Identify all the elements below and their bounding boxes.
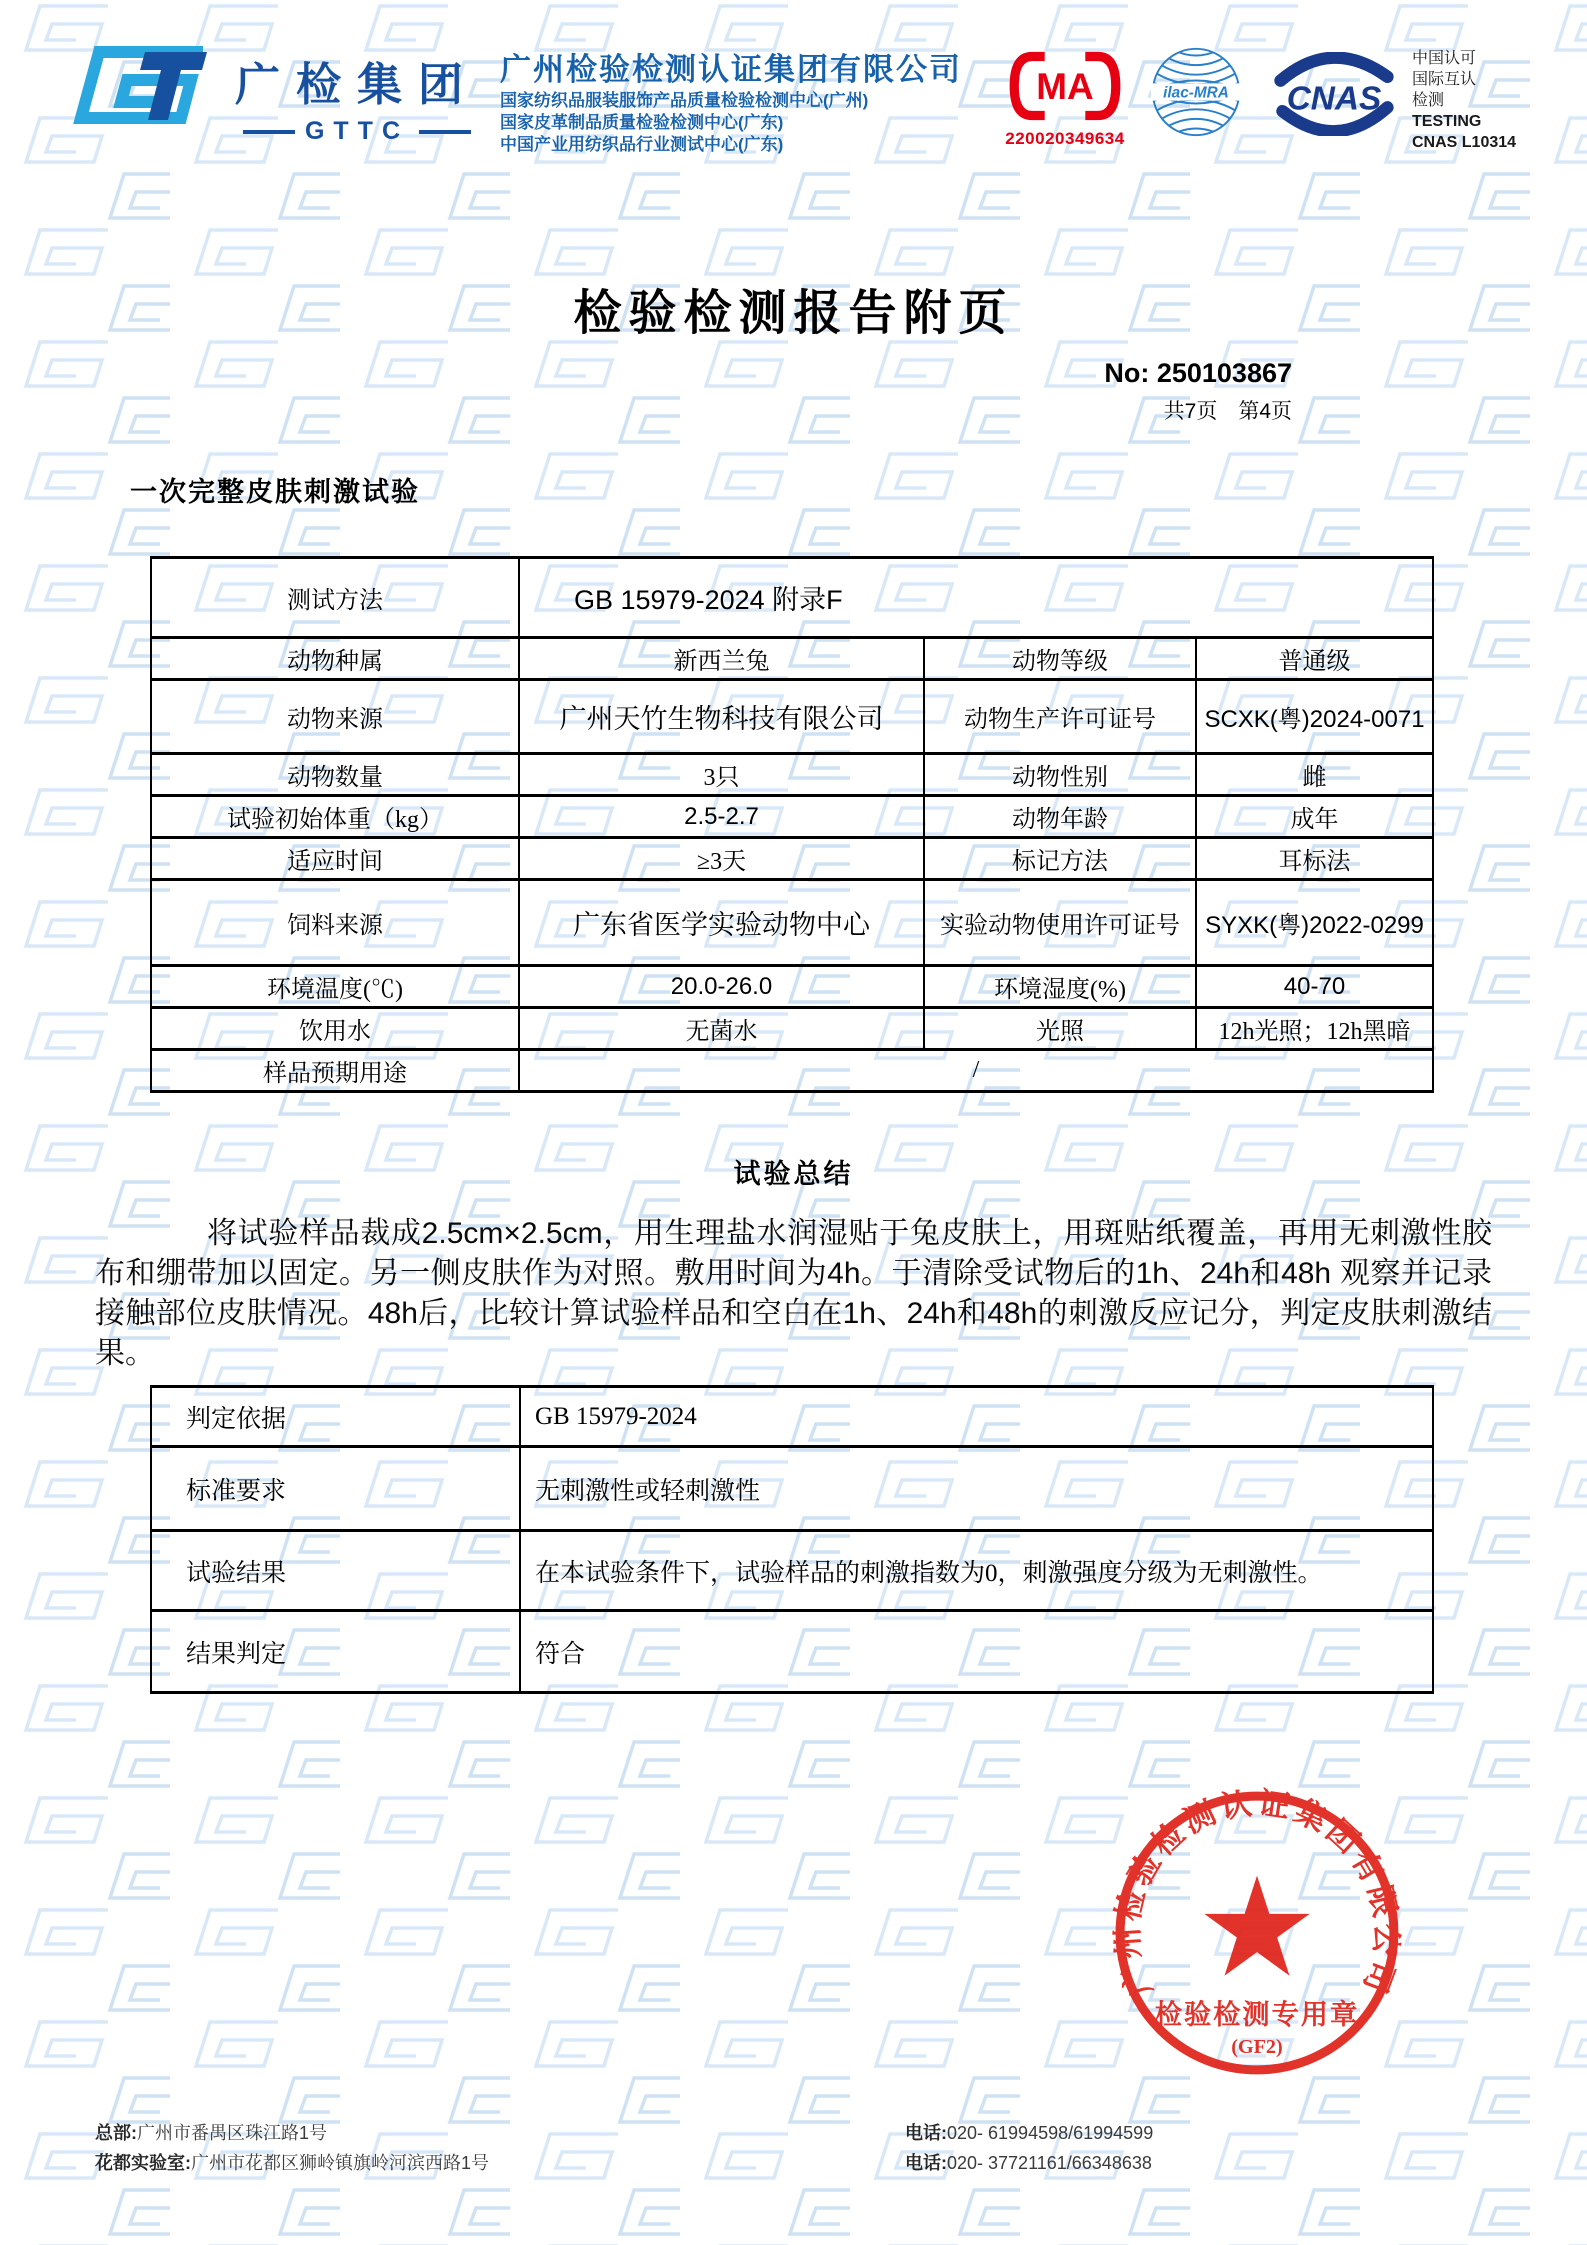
table-row (151, 1611, 1433, 1693)
cma-icon (1003, 50, 1127, 122)
footer-row (95, 2148, 1495, 2178)
t1-label: 标记方法 (924, 838, 1196, 880)
accreditation-line: CNAS L10314 (1412, 134, 1517, 151)
page-title: 检验检测报告附页 (573, 287, 1014, 340)
t1-value: 20.0-26.0 (519, 966, 924, 1008)
t1-label: 动物种属 (151, 638, 519, 680)
table-row (151, 638, 1433, 680)
t1-label: 环境温度(℃) (151, 966, 519, 1008)
table-row (151, 1050, 1433, 1092)
t1-value: 广东省医学实验动物中心 (519, 880, 924, 966)
t1-value: 3只 (519, 754, 924, 796)
abbr-dash-left (243, 130, 295, 134)
t1-value: SCXK(粤)2024-0071 (1196, 680, 1433, 754)
cnas-icon (1268, 52, 1400, 136)
summary-heading: 试验总结 (733, 1159, 854, 1189)
t1-value: 2.5-2.7 (519, 796, 924, 838)
footer-phone (905, 2118, 1153, 2148)
accreditation-line: TESTING (1412, 113, 1482, 130)
t1-label: 实验动物使用许可证号 (924, 880, 1196, 966)
t1-value: 12h光照；12h黑暗 (1196, 1008, 1433, 1050)
t1-value: 40-70 (1196, 966, 1433, 1008)
table-row (151, 1008, 1433, 1050)
t2-value: 在本试验条件下，试验样品的刺激指数为0，刺激强度分级为无刺激性。 (520, 1531, 1433, 1611)
company-subline: 中国产业用纺织品行业测试中心(广东) (500, 135, 784, 154)
t1-value: 新西兰兔 (519, 638, 924, 680)
seal-star-icon (1204, 1876, 1309, 1976)
ilac-label: ilac-MRA (1163, 84, 1229, 102)
cma-letters: MA (1036, 65, 1094, 107)
footer-phone-label: 电话: (905, 2123, 947, 2143)
seal-code: (GF2) (1231, 2035, 1283, 2058)
t1-label: 测试方法 (151, 558, 519, 638)
t1-label: 动物数量 (151, 754, 519, 796)
table-row (151, 680, 1433, 754)
company-subline: 国家皮革制品质量检验检测中心(广东) (500, 113, 784, 132)
summary-paragraph: 将试验样品裁成2.5cm×2.5cm，用生理盐水润湿贴于兔皮肤上，用斑贴纸覆盖，再用无刺激性胶布和绷带加以固定。另一侧皮肤作为对照。敷用时间为4h。于清除受试物后的1h、24h和48h 观察并记录接触部位皮肤情况。48h后，比较计算试验样品和空白在1h、24h和48h的刺激反应记分，判定皮肤刺激结果。 (95, 1217, 1492, 1370)
report-header (0, 0, 1587, 160)
cma-mark (1000, 50, 1130, 149)
page-count: 共7页 第4页 (1163, 400, 1292, 423)
footer-address-value: 广州市花都区狮岭镇旗岭河滨西路1号 (191, 2153, 490, 2173)
table-row (151, 754, 1433, 796)
t2-label: 试验结果 (151, 1531, 520, 1611)
accreditation-line: 中国认可 (1412, 50, 1477, 67)
seal-caption: 检验检测专用章 (1154, 1999, 1360, 2030)
org-abbr-row (222, 117, 492, 146)
t1-label: 动物性别 (924, 754, 1196, 796)
t1-value: 普通级 (1196, 638, 1433, 680)
t1-label: 环境湿度(%) (924, 966, 1196, 1008)
table-row (151, 796, 1433, 838)
t1-label: 适应时间 (151, 838, 519, 880)
footer-address-value: 广州市番禺区珠江路1号 (137, 2123, 328, 2143)
table-row (151, 838, 1433, 880)
accreditation-line: 国际互认 (1412, 71, 1477, 88)
table-row (151, 558, 1433, 638)
company-subline: 国家纺织品服装服饰产品质量检验检测中心(广州) (500, 91, 869, 110)
cma-number: 220020349634 (1005, 129, 1125, 148)
footer-phone (905, 2148, 1152, 2178)
t1-label: 饲料来源 (151, 880, 519, 966)
t1-value: 雌 (1196, 754, 1433, 796)
company-seal (1106, 1782, 1408, 2084)
footer-phone-value: 020- 37721161/66348638 (947, 2153, 1152, 2173)
org-abbr: GTTC (304, 117, 410, 145)
report-number-block (1104, 358, 1292, 425)
company-block (500, 44, 970, 155)
t1-label: 光照 (924, 1008, 1196, 1050)
t1-value: 广州天竹生物科技有限公司 (519, 680, 924, 754)
accreditation-line: 检测 (1412, 92, 1445, 109)
table-row (151, 966, 1433, 1008)
t1-label: 动物等级 (924, 638, 1196, 680)
footer-address (95, 2148, 905, 2178)
t1-value: ≥3天 (519, 838, 924, 880)
t2-label: 标准要求 (151, 1447, 520, 1531)
org-identity (222, 48, 492, 146)
accreditation-text (1412, 48, 1562, 153)
footer-phone-value: 020- 61994598/61994599 (947, 2123, 1154, 2143)
org-name-cn: 广检集团 (234, 59, 479, 110)
t1-label: 动物生产许可证号 (924, 680, 1196, 754)
t1-label: 样品预期用途 (151, 1050, 519, 1092)
report-number: No: 250103867 (1104, 358, 1292, 388)
table-row (151, 880, 1433, 966)
t1-label: 动物来源 (151, 680, 519, 754)
t1-label: 饮用水 (151, 1008, 519, 1050)
t2-label: 结果判定 (151, 1611, 520, 1693)
t1-value: 成年 (1196, 796, 1433, 838)
seal-ring-text: 广州检验检测认证集团有限公司 (1109, 1785, 1405, 2002)
t1-label: 试验初始体重（kg） (151, 796, 519, 838)
gttc-logo-icon (55, 46, 215, 126)
test-conditions-table (150, 556, 1434, 1093)
table-row (151, 1531, 1433, 1611)
t2-value: GB 15979-2024 (520, 1387, 1433, 1447)
t1-value: SYXK(粤)2022-0299 (1196, 880, 1433, 966)
footer-address-label: 总部: (95, 2123, 137, 2143)
table-row (151, 1447, 1433, 1531)
footer-address-label: 花都实验室: (95, 2153, 191, 2173)
ilac-mra-icon (1148, 44, 1244, 140)
footer-row (95, 2118, 1495, 2148)
company-name: 广州检验检测认证集团有限公司 (500, 52, 962, 87)
t2-label: 判定依据 (151, 1387, 520, 1447)
footer-address (95, 2118, 905, 2148)
abbr-dash-right (419, 130, 471, 134)
report-footer (95, 2118, 1495, 2178)
section-title: 一次完整皮肤刺激试验 (130, 477, 420, 507)
t1-label: 动物年龄 (924, 796, 1196, 838)
t2-value: 符合 (520, 1611, 1433, 1693)
table-row (151, 1387, 1433, 1447)
t1-value: / (519, 1050, 1433, 1092)
t1-value: 无菌水 (519, 1008, 924, 1050)
t2-value: 无刺激性或轻刺激性 (520, 1447, 1433, 1531)
cnas-letters: CNAS (1286, 80, 1382, 118)
judgment-table (150, 1385, 1434, 1694)
footer-phone-label: 电话: (905, 2153, 947, 2173)
t1-value: 耳标法 (1196, 838, 1433, 880)
t1-value: GB 15979-2024 附录F (519, 558, 1433, 638)
